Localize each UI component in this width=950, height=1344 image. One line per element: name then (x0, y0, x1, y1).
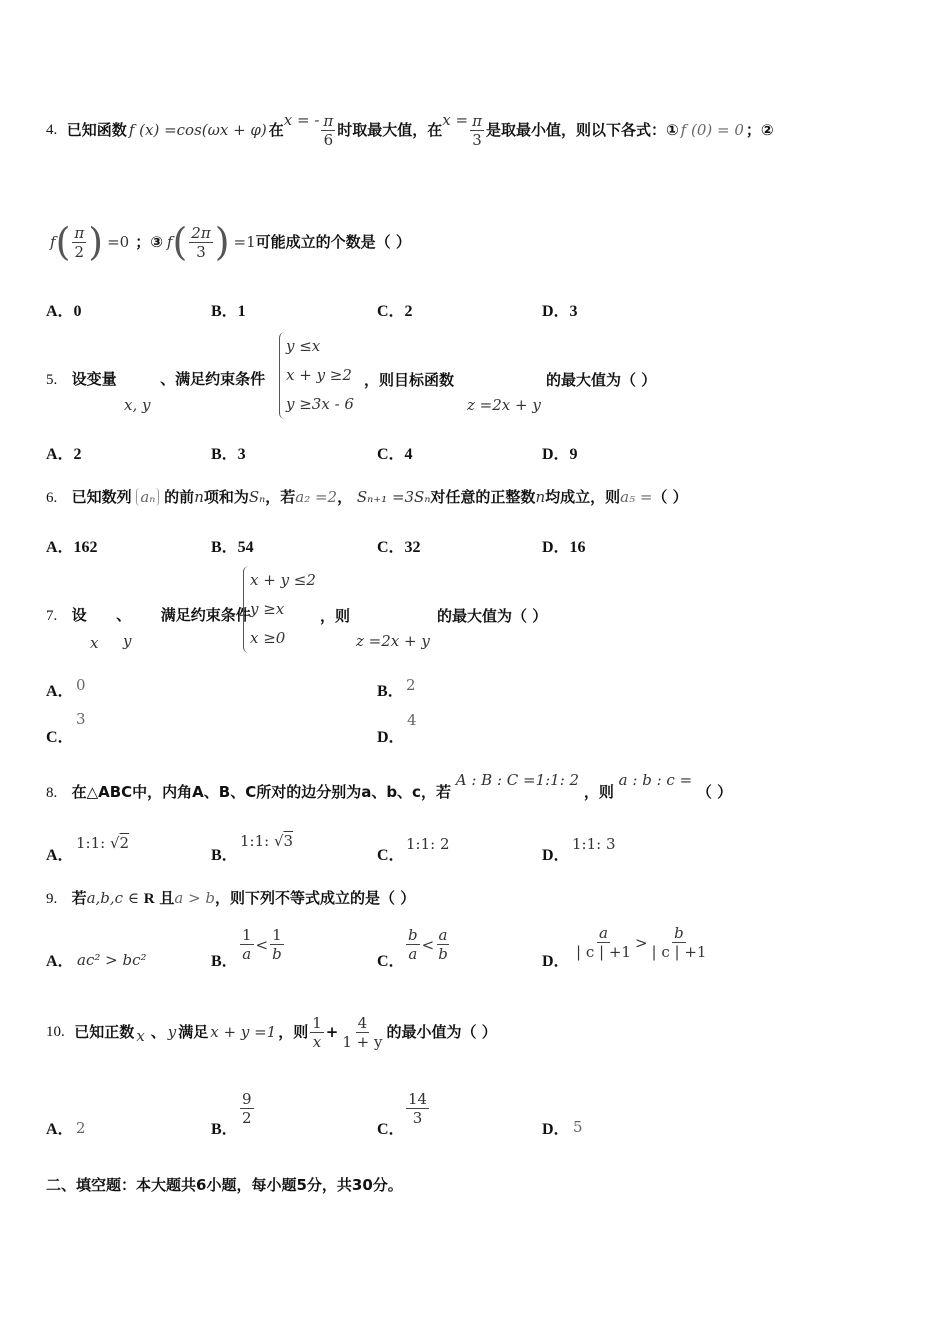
section-2-heading: 二、填空题：本大题共6小题，每小题5分，共30分。 (46, 1176, 403, 1194)
q5-line (46, 369, 265, 390)
q8-option-a-value: 1:1: √2 (76, 834, 130, 852)
q8-line (46, 771, 733, 803)
q6-text-2: 的前 (164, 488, 195, 506)
q5-constraint-2: x + y ≥2 (286, 366, 352, 384)
q9-text: 若 (71, 889, 87, 907)
q6-option-d[interactable]: D．16 (542, 539, 586, 556)
q5-number: 5. (46, 372, 58, 388)
q8-text-2: ，则 (583, 783, 614, 801)
q10-frac-1: $\frac{1}{x}$ (312, 1013, 322, 1051)
q4-text-6: ；③ (135, 233, 163, 251)
q7-text-2: 、 (116, 606, 132, 624)
q8-number: 8. (46, 785, 58, 801)
q7-option-b[interactable]: B． (377, 683, 404, 700)
q4-text-7: 可能成立的个数是（ ） (255, 233, 411, 251)
q4-text-5: ；② (745, 121, 774, 139)
q10-line (46, 1006, 497, 1058)
q7-constraint-2: y ≥x (250, 600, 285, 618)
q10-option-c-value: $\frac{14}{3}$ (408, 1090, 428, 1127)
q6-text-3: 项和为 (203, 488, 249, 506)
q9-option-c-expr: $\frac{b}{a}$ < $\frac{a}{b}$ (408, 926, 448, 963)
q7-constraint-system (243, 566, 316, 653)
q9-option-c[interactable]: C． (377, 953, 405, 970)
q4-cond-2-value: =0 (107, 233, 130, 251)
q10-number: 10. (46, 1024, 65, 1040)
q4-option-c[interactable]: C．2 (377, 303, 413, 320)
q4-cond-3-value: =1 (233, 233, 256, 251)
q4-text-3: 时取最大值，在 (337, 121, 443, 139)
q7-option-a[interactable]: A． (46, 683, 74, 700)
q5-constraint-system (279, 332, 354, 419)
q8-option-d[interactable]: D． (542, 847, 570, 864)
q10-text-5: 的最小值为（ ） (386, 1023, 497, 1041)
q6-line (46, 487, 688, 508)
q6-a2: a₂ =2 (295, 488, 338, 506)
q5-text: 设变量 (71, 370, 117, 388)
q5-option-b[interactable]: B．3 (211, 446, 246, 463)
q8-option-d-value: 1:1: 3 (572, 835, 616, 853)
q10-option-d-value: 5 (573, 1118, 583, 1136)
q10-option-c[interactable]: C． (377, 1121, 405, 1138)
q4-x1: x = - (283, 111, 320, 129)
q7-constraint-1: x + y ≤2 (250, 571, 316, 589)
q7-constraint-3: x ≥0 (250, 629, 286, 647)
q4-cond-1: f (0) = 0 (680, 121, 744, 139)
q8-option-a[interactable]: A． (46, 847, 74, 864)
q7-option-c[interactable]: C． (46, 729, 74, 746)
q4-text-2: 在 (268, 121, 284, 139)
q10-plus: + (325, 1023, 339, 1041)
q9-option-a-expr: ac² > bc² (77, 951, 147, 969)
q9-real-set: R (143, 891, 155, 907)
q8-option-b[interactable]: B． (211, 847, 238, 864)
q6-sum: Sₙ (248, 488, 266, 506)
q5-text-2: 、满足约束条件 (160, 370, 266, 388)
q8-option-b-value: 1:1: √3 (240, 832, 294, 850)
q10-frac-2: $\frac{4}{1 + y}$ (342, 1013, 383, 1051)
q5-vars: x, y (124, 396, 151, 414)
q10-text: 已知正数 (74, 1023, 135, 1041)
q5-text-3: ，则目标函数 (364, 371, 455, 389)
q4-text: 已知函数 (66, 121, 127, 139)
q4-x2-frac: $\frac{\pi}{3}$ (472, 111, 482, 149)
q4-x1-frac: $\frac{\pi}{6}$ (323, 111, 334, 149)
q10-option-a-value: 2 (76, 1119, 86, 1137)
q6-text-5: ， (337, 488, 353, 506)
q6-a5: a₅ = (620, 488, 653, 506)
q4-cond-3-f: f (166, 233, 173, 251)
q4-option-b[interactable]: B．1 (211, 303, 246, 320)
q4-cond-2-f: f (50, 233, 56, 251)
q5-constraint-3: y ≥3x - 6 (286, 395, 354, 413)
q9-number: 9. (46, 891, 58, 907)
q7-option-d[interactable]: D． (377, 729, 405, 746)
q7-y: y (123, 632, 132, 650)
q10-y: y (167, 1023, 177, 1041)
q7-x: x (90, 634, 99, 652)
q10-text-2: 、 (150, 1023, 166, 1041)
q6-option-b[interactable]: B．54 (211, 539, 254, 556)
q7-number: 7. (46, 608, 58, 624)
q6-n-2: n (535, 488, 546, 506)
q4-function: f (x) =cos(ωx + φ) (128, 121, 267, 139)
q4-x2: x = (442, 111, 469, 129)
q10-cond: x + y =1 (210, 1023, 277, 1041)
q5-option-a[interactable]: A．2 (46, 446, 82, 463)
q8-ratio: A : B : C =1:1: 2 (455, 771, 580, 789)
q10-text-3: 满足 (178, 1023, 209, 1041)
q5-option-c[interactable]: C．4 (377, 446, 413, 463)
q4-cond-2-frac: $\frac{\pi}{2}$ (74, 223, 85, 261)
q6-recurrence: Sₙ₊₁ =3Sₙ (356, 488, 431, 506)
q4-option-a[interactable]: A．0 (46, 303, 82, 320)
q6-text-6: 对任意的正整数 (430, 488, 536, 506)
q4-line-2: f ( $\frac{\pi}{2}$ ) =0 ；③ f ( $\frac{2\pi}{3}$ ) =1 可能成立的个数是（ ） (50, 220, 411, 264)
q5-text-4: 的最大值为（ ） (546, 371, 657, 389)
q9-text-2: 且 (159, 889, 175, 907)
q10-text-4: ，则 (278, 1023, 309, 1041)
q6-sequence: aₙ (136, 488, 159, 506)
q4-line-1 (46, 105, 774, 155)
q7-option-c-value: 3 (76, 710, 86, 728)
q6-text-7: 均成立，则 (545, 488, 621, 506)
q6-option-a[interactable]: A．162 (46, 539, 98, 556)
q5-option-d[interactable]: D．9 (542, 446, 578, 463)
q6-text-8: （ ） (652, 488, 688, 506)
q7-option-a-value: 0 (76, 676, 86, 694)
q4-option-d[interactable]: D．3 (542, 303, 578, 320)
q4-text-4: 是取最小值，则以下各式：① (485, 121, 679, 139)
q9-option-b[interactable]: B． (211, 953, 238, 970)
q6-text: 已知数列 (71, 488, 132, 506)
q9-option-b-expr: $\frac{1}{a}$ < $\frac{1}{b}$ (242, 926, 282, 963)
q4-cond-3-frac: $\frac{2\pi}{3}$ (191, 223, 211, 261)
q8-option-c[interactable]: C． (377, 847, 405, 864)
q4-number: 4. (46, 122, 58, 138)
q6-option-c[interactable]: C．32 (377, 539, 421, 556)
q10-option-d[interactable]: D． (542, 1121, 570, 1138)
q6-number: 6. (46, 490, 58, 506)
q9-option-d[interactable]: D． (542, 953, 570, 970)
q7-line (46, 605, 251, 626)
q8-text-3: （ ） (696, 783, 733, 801)
q9-option-a[interactable]: A． (46, 953, 74, 970)
q7-option-b-value: 2 (406, 676, 416, 694)
q8-text: 在△ABC中，内角A、B、C所对的边分别为a、b、c，若 (71, 783, 451, 801)
q6-text-4: ，若 (265, 488, 296, 506)
q9-text-3: ，则下列不等式成立的是（ ） (215, 889, 416, 907)
q7-objective: z =2x + y (356, 632, 430, 650)
q7-text-4: ，则 (320, 607, 351, 625)
q8-ask: a : b : c = (618, 771, 693, 789)
q6-n: n (194, 488, 204, 506)
q7-text-3: 满足约束条件 (160, 606, 251, 624)
q10-option-a[interactable]: A． (46, 1121, 74, 1138)
q9-cond-1: a,b,c ∈ (86, 889, 139, 907)
q5-constraint-1: y ≤x (286, 337, 321, 355)
q9-option-d-expr: $\frac{a}{| c | +1}$ > $\frac{b}{| c | +1}$ (576, 924, 707, 961)
q10-option-b-value: $\frac{9}{2}$ (242, 1090, 252, 1127)
q5-objective: z =2x + y (467, 396, 541, 414)
q10-option-b[interactable]: B． (211, 1121, 238, 1138)
q9-line (46, 888, 415, 909)
q7-option-d-value: 4 (407, 711, 417, 729)
q8-option-c-value: 1:1: 2 (406, 835, 450, 853)
q7-text: 设 (71, 606, 87, 624)
q10-x: x (136, 1027, 145, 1045)
q9-cond-2: a > b (174, 889, 216, 907)
q7-text-5: 的最大值为（ ） (437, 607, 548, 625)
